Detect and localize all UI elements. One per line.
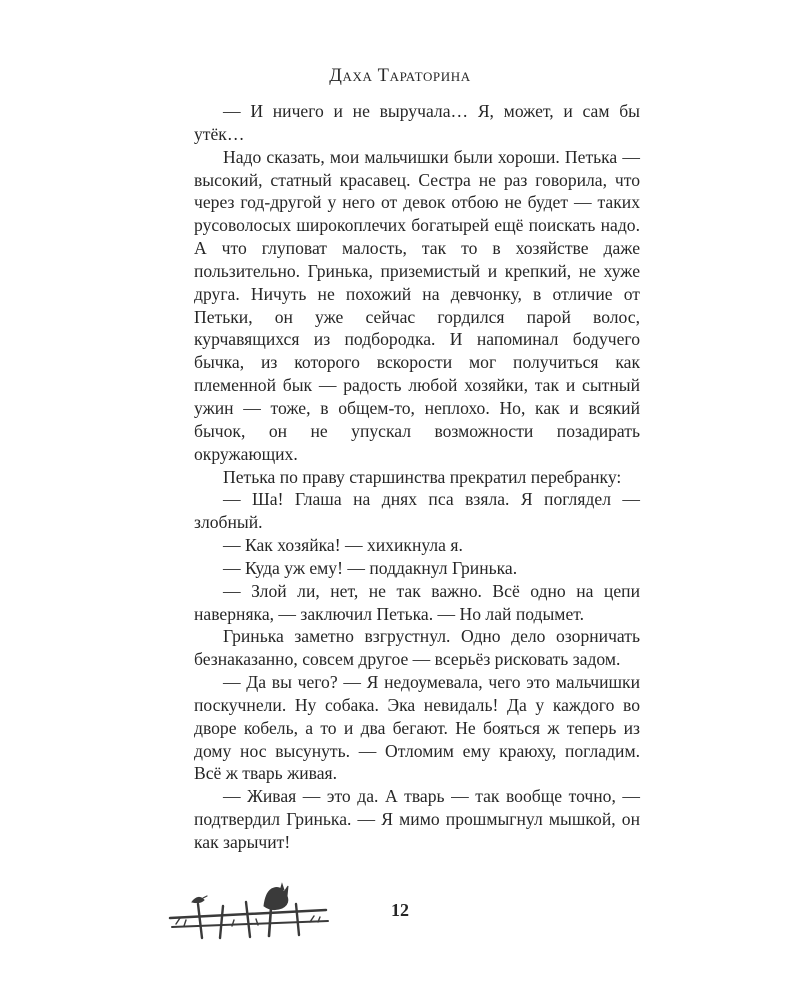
paragraph: — Злой ли, нет, не так важно. Всё одно на цепи наверняка, — заключил Петька. — Но лай подымет. [194, 580, 640, 624]
paragraph: — И ничего и не выручала… Я, может, и сам бы утёк… [194, 101, 640, 144]
page-body [194, 100, 640, 854]
paragraph: — Как хозяйка! — хихикнула я. [223, 535, 463, 556]
paragraph: — Да вы чего? — Я недоумевала, чего это мальчишки поскучнели. Ну собака. Эка невидаль! Да у каждого во дворе кобель, а то и два бегают. Не бояться ж теперь из дому нос высунуть. — Отломим ему краюху, погладим. Всё ж тварь живая. [194, 672, 640, 784]
paragraph: — Ша! Глаша на днях пса взяла. Я поглядел — злобный. [194, 489, 640, 533]
running-header: Даха Тараторина [329, 66, 471, 86]
paragraph: — Живая — это да. А тварь — так вообще точно, — подтвердил Гринька. — Я мимо прошмыгнул мышкой, он как зарычит! [194, 786, 640, 852]
paragraph: Петька по праву старшинства прекратил перебранку: [223, 466, 622, 487]
page-number: 12 [391, 900, 409, 920]
paragraph: Гринька заметно взгрустнул. Одно дело озорничать безнаказанно, совсем другое — всерьёз рисковать задом. [194, 626, 640, 670]
paragraph: Надо сказать, мои мальчишки были хороши. Петька — высокий, статный красавец. Сестра не раз говорила, что через год-другой у него от девок отбою не будет — таких русоволосых широкоплечих богатырей ещё поискать надо. А что глуповат малость, так то в хозяйстве даже пользительно. Гринька, приземистый и крепкий, не хуже друга. Ничуть не похожий на девчонку, в отличие от Петьки, он уже сейчас гордился парой волос, курчавящихся из подбородка. И напоминал бодучего бычка, из которого вскорости мог получиться как племенной бык — радость любой хозяйки, так и сытный ужин — тоже, в общем-то, неплохо. Но, как и всякий бычок, он не упускал возможности позадирать окружающих. [194, 146, 640, 464]
paragraph: — Куда уж ему! — поддакнул Гринька. [223, 557, 518, 578]
